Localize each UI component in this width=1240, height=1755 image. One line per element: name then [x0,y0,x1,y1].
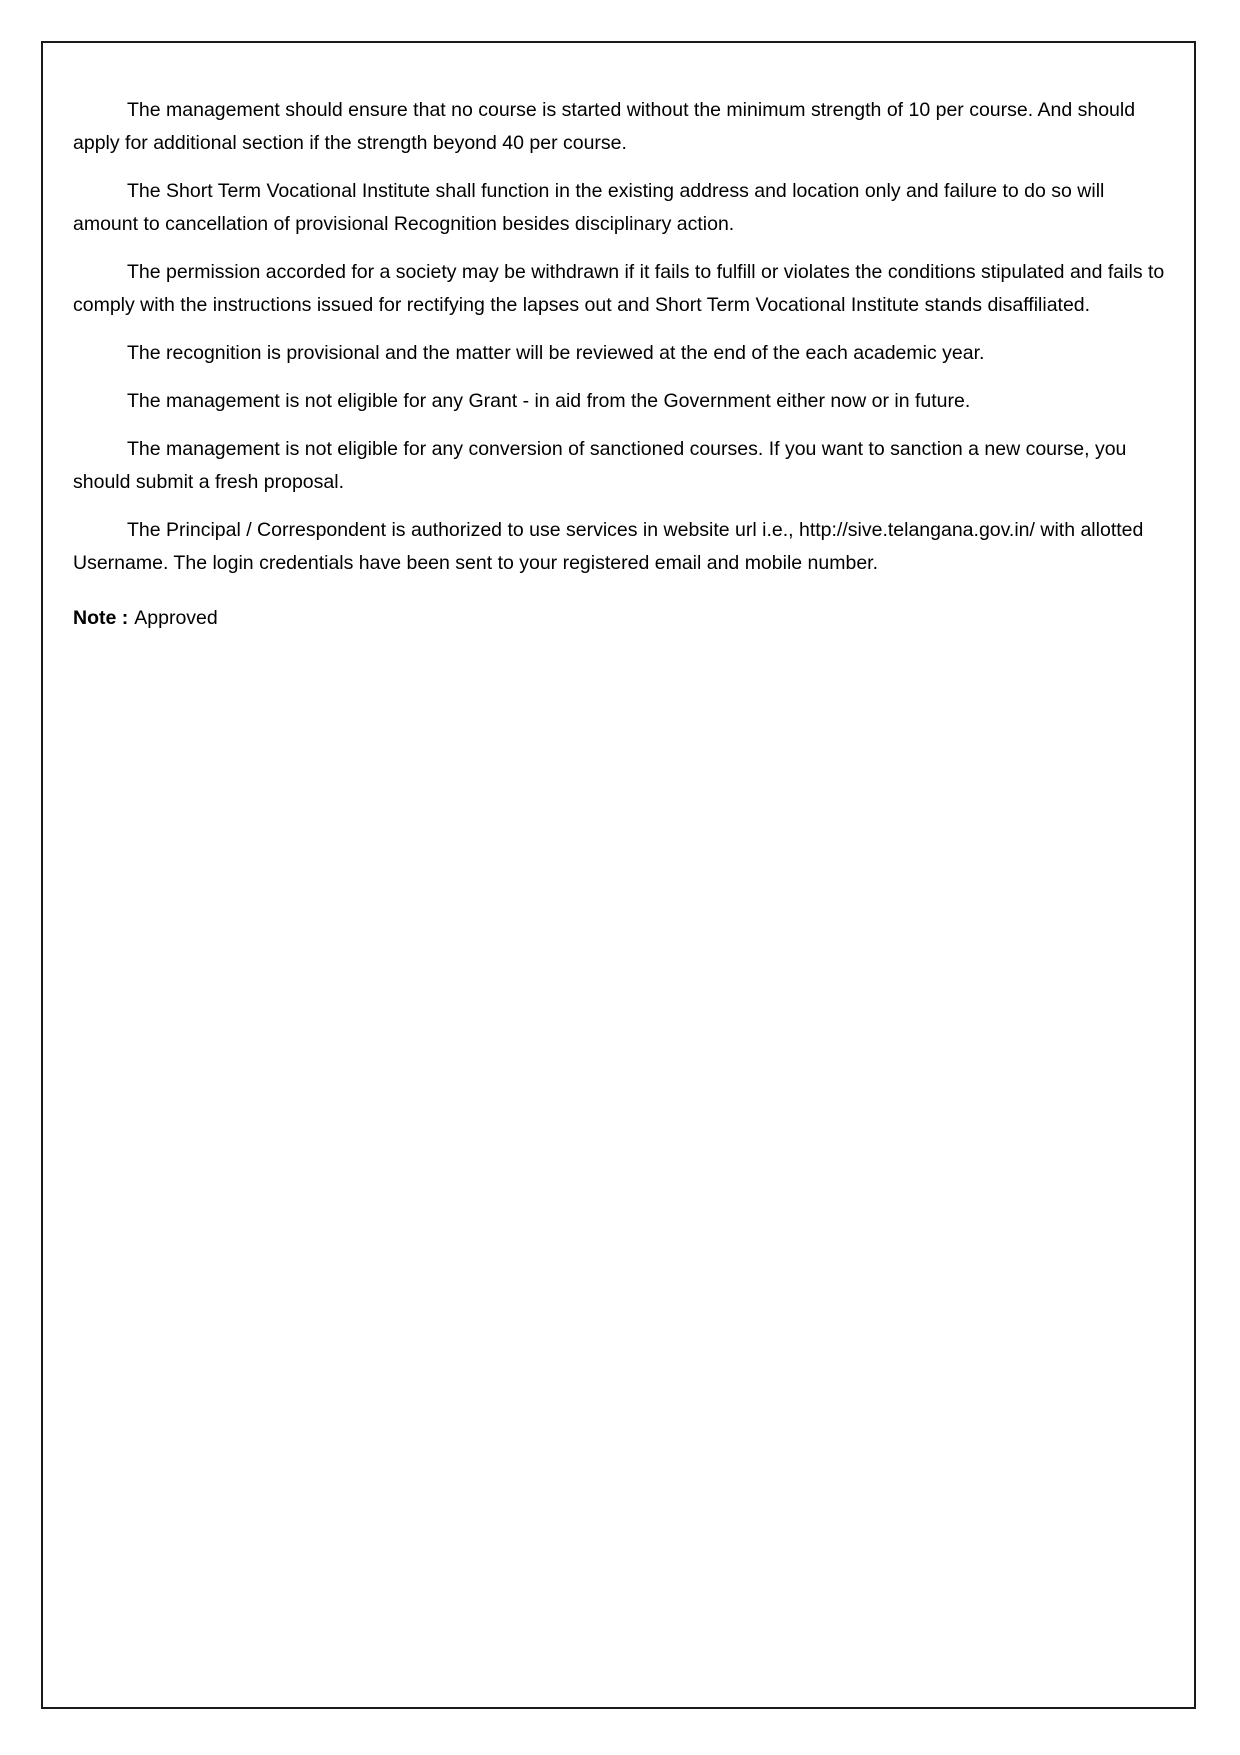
note-value: Approved [134,607,218,629]
paragraph-provisional-recognition: The recognition is provisional and the matter will be reviewed at the end of the each academic year. [127,342,985,364]
paragraph-minimum-strength: The management should ensure that no course is started without the minimum strength of 10 per course. And should apply for additional section if the strength beyond 40 per course. [73,99,1136,154]
note-label: Note : [73,607,129,629]
paragraph-course-conversion: The management is not eligible for any conversion of sanctioned courses. If you want to sanction a new course, you should submit a fresh proposal. [73,438,1127,493]
paragraph-website-credentials: The Principal / Correspondent is authorized to use services in website url i.e., http://sive.telangana.gov.in/ with allotted Username. The login credentials have been sent to your registered email and mobile number. [73,519,1144,574]
note-line [73,602,1168,635]
paragraph-grant-in-aid: The management is not eligible for any Grant - in aid from the Government either now or in future. [127,390,971,412]
paragraph-existing-address: The Short Term Vocational Institute shall function in the existing address and location only and failure to do so will amount to cancellation of provisional Recognition besides disciplinary action. [73,180,1105,235]
document-body [73,94,1168,635]
paragraph-permission-withdrawal: The permission accorded for a society may be withdrawn if it fails to fulfill or violates the conditions stipulated and fails to comply with the instructions issued for rectifying the lapses out and Short Term Vocational Institute stands disaffiliated. [73,261,1165,316]
